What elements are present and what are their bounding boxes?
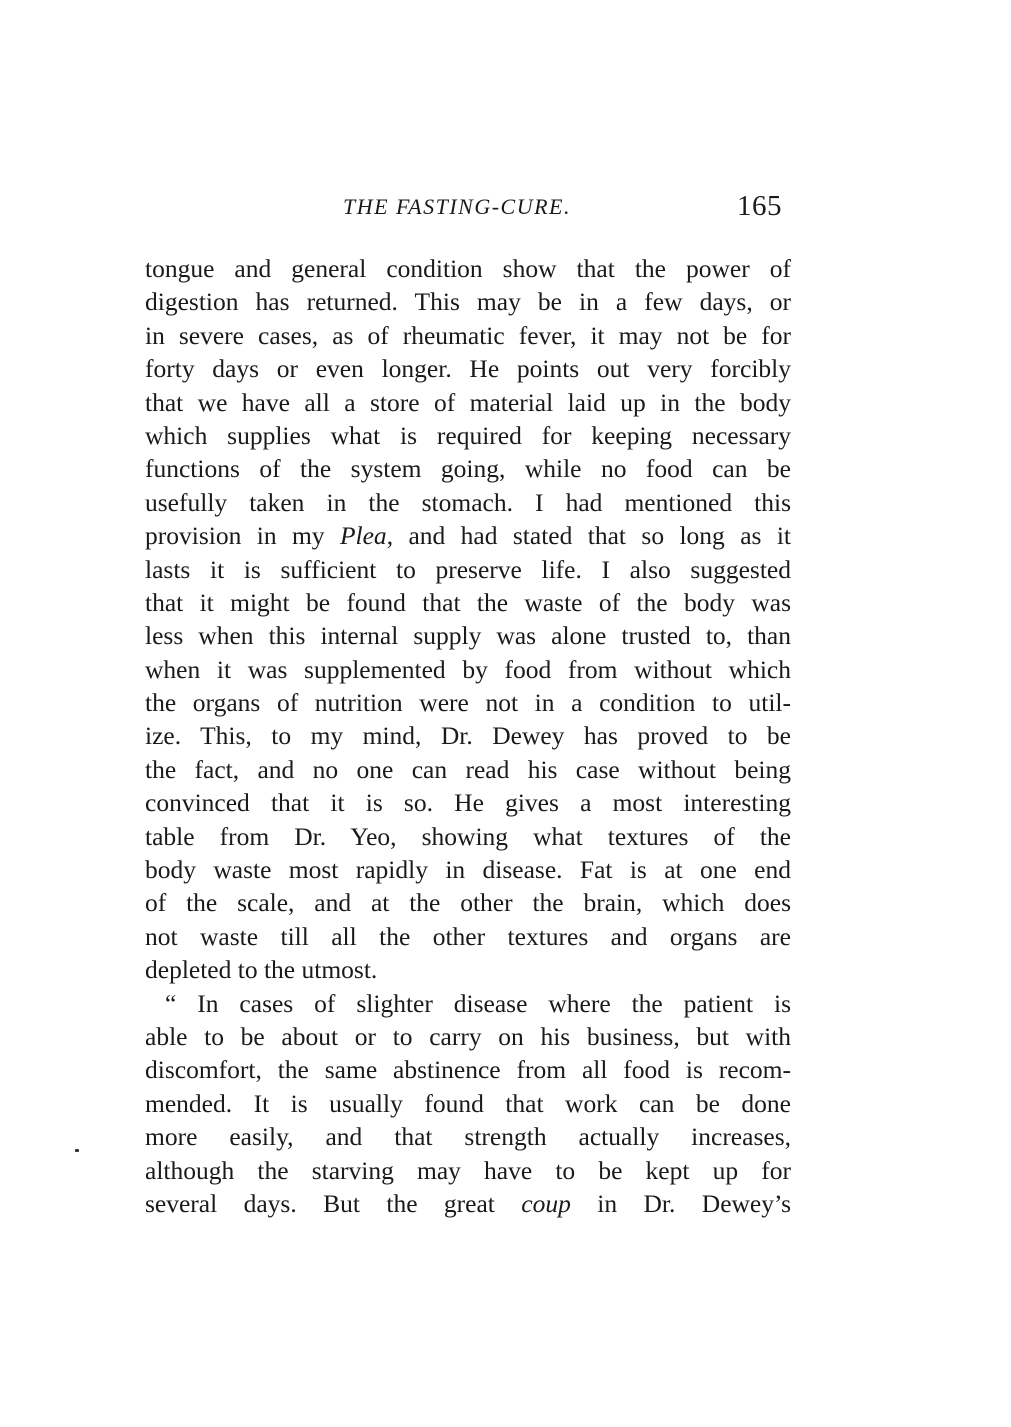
text-line: [145, 1187, 791, 1220]
italic-title-plea: Plea: [339, 521, 387, 551]
paragraph-end-line: depleted to the utmost.: [145, 955, 378, 985]
text-line: digestion has returned. This may be in a few days, or: [145, 287, 791, 317]
text-line: which supplies what is required for keeping necessary: [145, 420, 791, 450]
text-line: lasts it is sufficient to preserve life. I also suggested: [145, 554, 791, 584]
body-text: [145, 252, 791, 1220]
text-line: able to be about or to carry on his business, but with: [145, 1021, 791, 1051]
text-line: although the starving may have to be kept up for: [145, 1155, 791, 1185]
page-number: 165: [737, 190, 782, 222]
text-line: in severe cases, as of rheumatic fever, it may not be for: [145, 320, 791, 350]
text-segment: , and had stated that so long as it: [386, 521, 791, 551]
text-line: the organs of nutrition were not in a condition to util-: [145, 688, 791, 718]
text-line: body waste most rapidly in disease. Fat is at one end: [145, 855, 791, 885]
text-segment: provision in my: [145, 521, 340, 551]
text-line: when it was supplemented by food from without which: [145, 654, 791, 684]
text-segment: in Dr. Dewey’s: [570, 1188, 792, 1218]
text-line: less when this internal supply was alone trusted to, than: [145, 621, 791, 651]
text-line: that it might be found that the waste of the body was: [145, 587, 791, 617]
paragraph-start-line: “ In cases of slighter disease where the patient is: [165, 988, 791, 1018]
running-title: THE FASTING-CURE.: [343, 194, 571, 219]
italic-word-coup: coup: [521, 1188, 571, 1218]
text-line: discomfort, the same abstinence from all food is recom-: [145, 1055, 791, 1085]
text-segment: several days. But the great: [145, 1188, 522, 1218]
running-head: [0, 190, 1011, 230]
text-line: ize. This, to my mind, Dr. Dewey has proved to be: [145, 721, 791, 751]
text-line: convinced that it is so. He gives a most interesting: [145, 788, 791, 818]
text-line: table from Dr. Yeo, showing what textures of the: [145, 821, 791, 851]
text-line: the fact, and no one can read his case without being: [145, 754, 791, 784]
text-line: more easily, and that strength actually increases,: [145, 1122, 791, 1152]
text-line: mended. It is usually found that work can be done: [145, 1088, 791, 1118]
text-line: usefully taken in the stomach. I had mentioned this: [145, 487, 791, 517]
stray-ink-mark: [75, 1149, 79, 1152]
text-line: of the scale, and at the other the brain, which does: [145, 888, 791, 918]
text-line: not waste till all the other textures and organs are: [145, 921, 791, 951]
text-line: [145, 519, 791, 552]
text-line: that we have all a store of material laid up in the body: [145, 387, 791, 417]
text-line: functions of the system going, while no food can be: [145, 454, 791, 484]
text-line: tongue and general condition show that the power of: [145, 254, 791, 283]
text-line: forty days or even longer. He points out very forcibly: [145, 354, 791, 384]
